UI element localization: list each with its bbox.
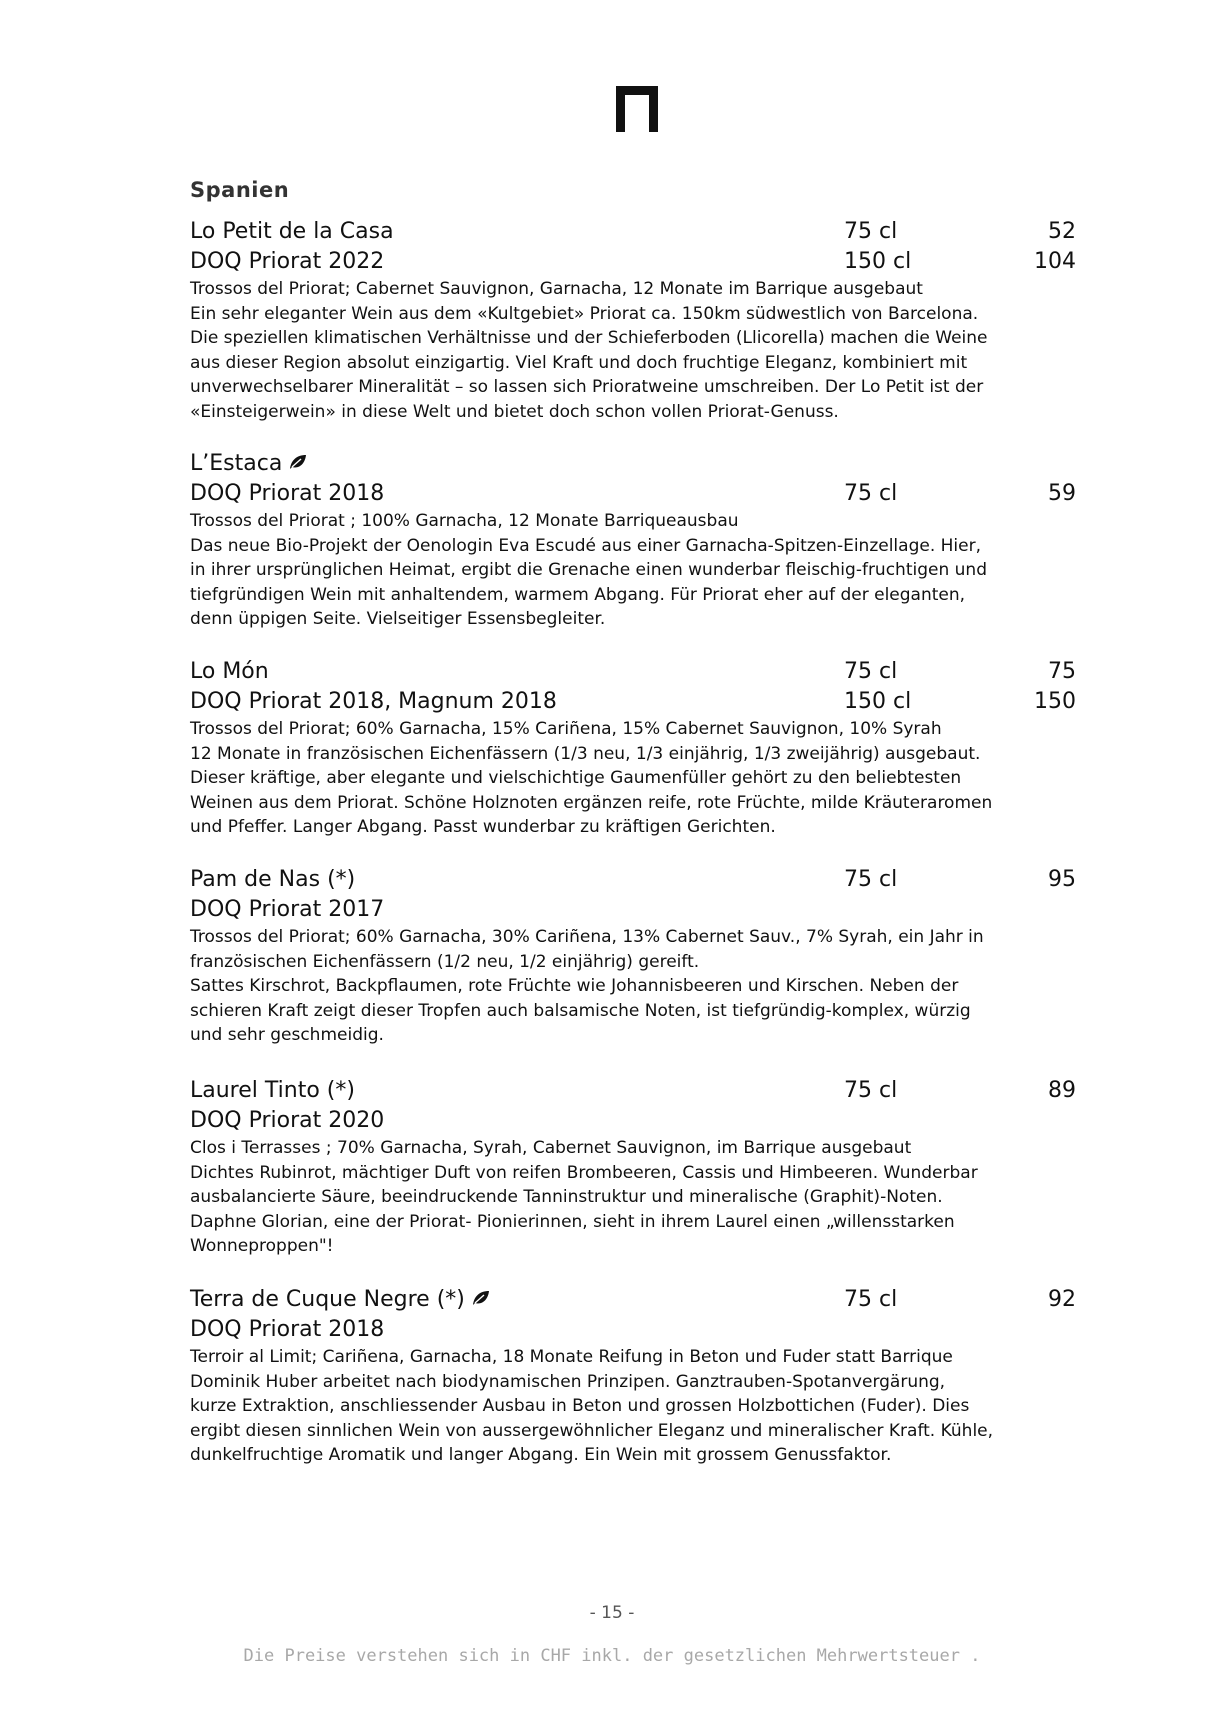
- bottle-size: 75 cl: [844, 1078, 898, 1103]
- organic-leaf-icon: [289, 449, 307, 465]
- organic-leaf-icon: [472, 1285, 490, 1301]
- wine-price: 104: [1034, 249, 1076, 274]
- wine-description: Trossos del Priorat; 60% Garnacha, 15% Cariñena, 15% Cabernet Sauvignon, 10% Syrah 12 Monate in französischen Eichenfässern (1/3 neu, 1/3 einjährig, 1/3 zweijährig) ausgebaut. Dieser kräftige, aber elegante und vielschichtige Gaumenfüller gehört zu den beliebtesten Weinen aus dem Priorat. Schöne Holznoten ergänzen reife, rote Früchte, milde Kräuteraromen und Pfeffer. Langer Abgang. Passt wunderbar zu kräftigen Gerichten.: [190, 719, 993, 838]
- wine-name: L’Estaca: [190, 451, 283, 476]
- wine-name-row: [190, 865, 1076, 895]
- wine-name-row: [190, 1076, 1076, 1106]
- wine-name-row: [190, 217, 1076, 247]
- bottle-size: 75 cl: [844, 219, 898, 244]
- bottle-size: 75 cl: [844, 1287, 898, 1312]
- bottle-size: 150 cl: [844, 249, 912, 274]
- wine-appellation-row: [190, 1106, 1076, 1136]
- wine-entry: [190, 1285, 1076, 1468]
- wine-name: Terra de Cuque Negre (*): [190, 1287, 465, 1312]
- wine-appellation-row: [190, 687, 1076, 717]
- wine-appellation: DOQ Priorat 2022: [190, 249, 385, 274]
- wine-name-group: [190, 449, 307, 479]
- wine-price: 75: [1048, 659, 1076, 684]
- wine-name: Laurel Tinto (*): [190, 1078, 355, 1103]
- wine-appellation: DOQ Priorat 2017: [190, 897, 385, 922]
- wine-entry: [190, 1076, 1076, 1259]
- wine-name-row: [190, 657, 1076, 687]
- page-number: - 15 -: [589, 1603, 635, 1623]
- vat-footer-note: Die Preise verstehen sich in CHF inkl. der gesetzlichen Mehrwertsteuer .: [243, 1646, 981, 1666]
- wine-entry: [190, 449, 1076, 632]
- wine-price: 59: [1048, 481, 1076, 506]
- pi-logo-icon: [616, 86, 658, 132]
- wine-price: 150: [1034, 689, 1076, 714]
- wine-description: Trossos del Priorat; Cabernet Sauvignon, Garnacha, 12 Monate im Barrique ausgebaut Ein sehr eleganter Wein aus dem «Kultgebiet» Priorat ca. 150km südwestlich von Barcelona. Die speziellen klimatischen Verhältnisse und der Schieferboden (Llicorella) machen die Weine aus dieser Region absolut einzigartig. Viel Kraft und doch fruchtige Eleganz, kombiniert mit unverwechselbarer Mineralität – so lassen sich Prioratweine umschreiben. Der Lo Petit ist der «Einsteigerwein» in diese Welt und bietet doch schon vollen Priorat-Genuss.: [190, 279, 988, 422]
- wine-appellation: DOQ Priorat 2018: [190, 481, 385, 506]
- wine-name: Lo Petit de la Casa: [190, 219, 394, 244]
- wine-appellation: DOQ Priorat 2018, Magnum 2018: [190, 689, 557, 714]
- wine-description: Trossos del Priorat ; 100% Garnacha, 12 Monate Barriqueausbau Das neue Bio-Projekt der Oenologin Eva Escudé aus einer Garnacha-Spitzen-Einzellage. Hier, in ihrer ursprünglichen Heimat, ergibt die Grenache einen wunderbar fleischig-fruchtigen und tiefgründigen Wein mit anhaltendem, warmem Abgang. Für Priorat eher auf der eleganten, denn üppigen Seite. Vielseitiger Essensbegleiter.: [190, 511, 987, 630]
- wine-appellation-row: [190, 479, 1076, 509]
- wine-description: Terroir al Limit; Cariñena, Garnacha, 18 Monate Reifung in Beton und Fuder statt Barrique Dominik Huber arbeitet nach biodynamischen Prinzipen. Ganztrauben-Spotanvergärung, kurze Extraktion, anschliessender Ausbau in Beton und grossen Holzbottichen (Fuder). Dies ergibt diesen sinnlichen Wein von aussergewöhnlicher Eleganz und mineralischer Kraft. Kühle, dunkelfruchtige Aromatik und langer Abgang. Ein Wein mit grossem Genussfaktor.: [190, 1347, 994, 1466]
- wine-description: Trossos del Priorat; 60% Garnacha, 30% Cariñena, 13% Cabernet Sauv., 7% Syrah, ein Jahr in französischen Eichenfässern (1/2 neu, 1/2 einjährig) gereift. Sattes Kirschrot, Backpflaumen, rote Früchte wie Johannisbeeren und Kirschen. Neben der schieren Kraft zeigt dieser Tropfen auch balsamische Noten, ist tiefgründig-komplex, würzig und sehr geschmeidig.: [190, 927, 984, 1046]
- wine-name-group: [190, 1285, 490, 1315]
- bottle-size: 75 cl: [844, 659, 898, 684]
- wine-appellation-row: [190, 895, 1076, 925]
- bottle-size: 75 cl: [844, 867, 898, 892]
- wine-description: Clos i Terrasses ; 70% Garnacha, Syrah, Cabernet Sauvignon, im Barrique ausgebaut Dichtes Rubinrot, mächtiger Duft von reifen Brombeeren, Cassis und Himbeeren. Wunderbar ausbalancierte Säure, beeindruckende Tanninstruktur und mineralische (Graphit)-Noten. Daphne Glorian, eine der Priorat- Pionierinnen, sieht in ihrem Laurel einen „willensstarken Wonneproppen"!: [190, 1138, 978, 1257]
- wine-appellation: DOQ Priorat 2020: [190, 1108, 385, 1133]
- wine-appellation: DOQ Priorat 2018: [190, 1317, 385, 1342]
- wine-price: 89: [1048, 1078, 1076, 1103]
- wine-entry: [190, 865, 1076, 1048]
- section-title: Spanien: [190, 178, 290, 202]
- wine-price: 92: [1048, 1287, 1076, 1312]
- wine-price: 52: [1048, 219, 1076, 244]
- wine-name: Lo Món: [190, 659, 269, 684]
- wine-name: Pam de Nas (*): [190, 867, 356, 892]
- wine-appellation-row: [190, 247, 1076, 277]
- bottle-size: 150 cl: [844, 689, 912, 714]
- wine-entry: [190, 657, 1076, 840]
- wine-name-row: [190, 1285, 1076, 1315]
- wine-entry: [190, 217, 1076, 425]
- wine-price: 95: [1048, 867, 1076, 892]
- wine-name-row: [190, 449, 1076, 479]
- bottle-size: 75 cl: [844, 481, 898, 506]
- wine-appellation-row: [190, 1315, 1076, 1345]
